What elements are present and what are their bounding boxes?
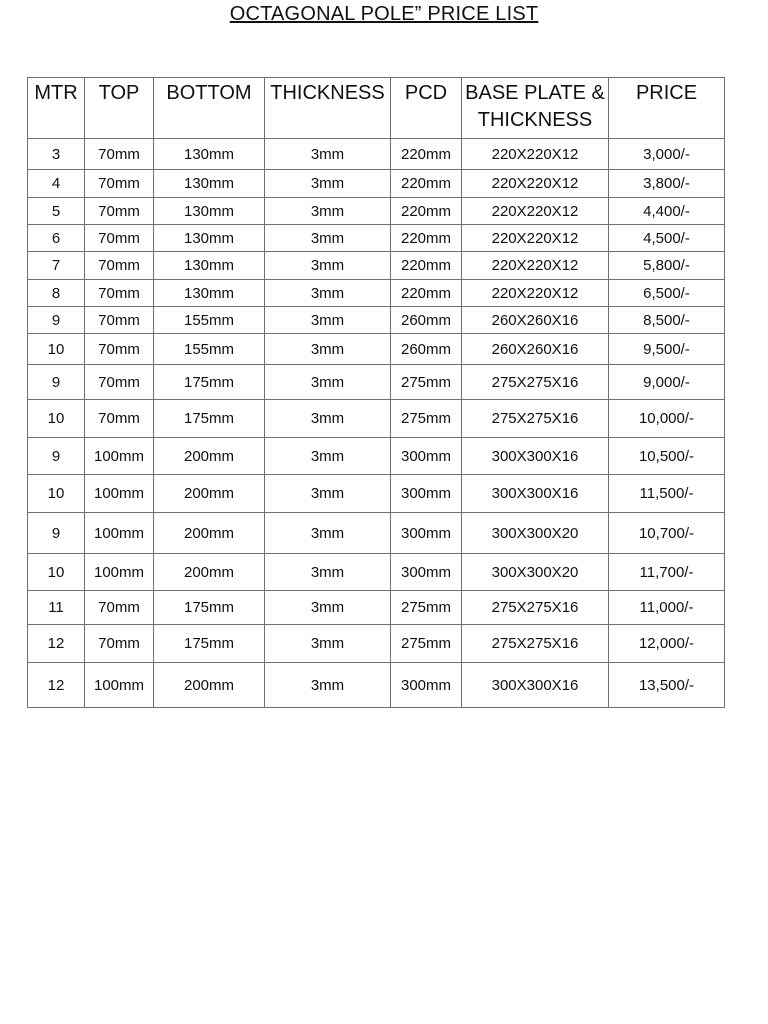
cell-pcd: 275mm xyxy=(391,400,462,438)
cell-base-plate: 260X260X16 xyxy=(462,307,609,334)
table-row xyxy=(28,334,725,365)
cell-top: 100mm xyxy=(85,663,154,708)
cell-bottom: 130mm xyxy=(154,139,265,170)
table-row xyxy=(28,591,725,625)
cell-top: 70mm xyxy=(85,591,154,625)
cell-price: 11,700/- xyxy=(609,554,725,591)
cell-price: 11,500/- xyxy=(609,475,725,513)
cell-base-plate: 220X220X12 xyxy=(462,252,609,280)
table-row xyxy=(28,554,725,591)
cell-pcd: 220mm xyxy=(391,280,462,307)
cell-pcd: 275mm xyxy=(391,625,462,663)
cell-pcd: 220mm xyxy=(391,225,462,252)
cell-price: 13,500/- xyxy=(609,663,725,708)
cell-top: 70mm xyxy=(85,365,154,400)
cell-base-plate: 300X300X20 xyxy=(462,513,609,554)
cell-base-plate: 300X300X16 xyxy=(462,438,609,475)
cell-thickness: 3mm xyxy=(265,225,391,252)
cell-bottom: 175mm xyxy=(154,365,265,400)
column-header-price: PRICE xyxy=(609,78,725,139)
cell-thickness: 3mm xyxy=(265,625,391,663)
cell-thickness: 3mm xyxy=(265,365,391,400)
cell-bottom: 130mm xyxy=(154,280,265,307)
cell-pcd: 220mm xyxy=(391,139,462,170)
cell-bottom: 200mm xyxy=(154,475,265,513)
table-row xyxy=(28,307,725,334)
cell-thickness: 3mm xyxy=(265,280,391,307)
cell-top: 70mm xyxy=(85,625,154,663)
column-header-thickness: THICKNESS xyxy=(265,78,391,139)
cell-thickness: 3mm xyxy=(265,513,391,554)
cell-top: 100mm xyxy=(85,438,154,475)
cell-mtr: 9 xyxy=(28,307,85,334)
cell-bottom: 200mm xyxy=(154,438,265,475)
cell-pcd: 300mm xyxy=(391,554,462,591)
table-row xyxy=(28,170,725,198)
cell-thickness: 3mm xyxy=(265,334,391,365)
cell-base-plate: 275X275X16 xyxy=(462,591,609,625)
cell-base-plate: 220X220X12 xyxy=(462,139,609,170)
cell-top: 70mm xyxy=(85,225,154,252)
table-row xyxy=(28,438,725,475)
cell-mtr: 6 xyxy=(28,225,85,252)
cell-pcd: 300mm xyxy=(391,475,462,513)
cell-thickness: 3mm xyxy=(265,307,391,334)
cell-mtr: 9 xyxy=(28,438,85,475)
column-header-mtr: MTR xyxy=(28,78,85,139)
cell-base-plate: 275X275X16 xyxy=(462,400,609,438)
cell-bottom: 155mm xyxy=(154,307,265,334)
cell-price: 11,000/- xyxy=(609,591,725,625)
cell-price: 10,500/- xyxy=(609,438,725,475)
price-table xyxy=(27,77,725,708)
cell-bottom: 155mm xyxy=(154,334,265,365)
table-row xyxy=(28,252,725,280)
table-row xyxy=(28,513,725,554)
cell-bottom: 175mm xyxy=(154,400,265,438)
cell-base-plate: 220X220X12 xyxy=(462,225,609,252)
cell-bottom: 130mm xyxy=(154,198,265,225)
cell-base-plate: 300X300X16 xyxy=(462,663,609,708)
cell-mtr: 5 xyxy=(28,198,85,225)
cell-price: 10,700/- xyxy=(609,513,725,554)
cell-mtr: 10 xyxy=(28,475,85,513)
table-row xyxy=(28,400,725,438)
table-row xyxy=(28,198,725,225)
cell-mtr: 9 xyxy=(28,365,85,400)
cell-pcd: 300mm xyxy=(391,513,462,554)
cell-mtr: 10 xyxy=(28,334,85,365)
cell-pcd: 275mm xyxy=(391,591,462,625)
cell-pcd: 300mm xyxy=(391,438,462,475)
cell-thickness: 3mm xyxy=(265,252,391,280)
cell-mtr: 12 xyxy=(28,625,85,663)
cell-pcd: 260mm xyxy=(391,307,462,334)
cell-top: 70mm xyxy=(85,170,154,198)
cell-base-plate: 260X260X16 xyxy=(462,334,609,365)
cell-bottom: 200mm xyxy=(154,554,265,591)
cell-base-plate: 300X300X20 xyxy=(462,554,609,591)
cell-mtr: 4 xyxy=(28,170,85,198)
cell-base-plate: 275X275X16 xyxy=(462,365,609,400)
table-row xyxy=(28,225,725,252)
cell-mtr: 9 xyxy=(28,513,85,554)
table-row xyxy=(28,139,725,170)
cell-price: 9,500/- xyxy=(609,334,725,365)
cell-bottom: 175mm xyxy=(154,591,265,625)
cell-bottom: 200mm xyxy=(154,663,265,708)
table-row xyxy=(28,663,725,708)
cell-base-plate: 220X220X12 xyxy=(462,170,609,198)
cell-pcd: 220mm xyxy=(391,198,462,225)
cell-thickness: 3mm xyxy=(265,198,391,225)
cell-price: 5,800/- xyxy=(609,252,725,280)
cell-mtr: 10 xyxy=(28,554,85,591)
table-body xyxy=(28,139,725,708)
cell-thickness: 3mm xyxy=(265,139,391,170)
cell-top: 70mm xyxy=(85,280,154,307)
cell-pcd: 220mm xyxy=(391,252,462,280)
cell-price: 3,000/- xyxy=(609,139,725,170)
cell-price: 8,500/- xyxy=(609,307,725,334)
column-header-base-plate: BASE PLATE & THICKNESS xyxy=(462,78,609,139)
cell-base-plate: 220X220X12 xyxy=(462,280,609,307)
table-header xyxy=(28,78,725,139)
cell-pcd: 300mm xyxy=(391,663,462,708)
cell-price: 4,500/- xyxy=(609,225,725,252)
cell-bottom: 175mm xyxy=(154,625,265,663)
header-row xyxy=(28,78,725,139)
cell-pcd: 220mm xyxy=(391,170,462,198)
cell-top: 100mm xyxy=(85,554,154,591)
cell-thickness: 3mm xyxy=(265,438,391,475)
page-title: OCTAGONAL POLE” PRICE LIST xyxy=(229,3,539,25)
cell-bottom: 130mm xyxy=(154,252,265,280)
cell-mtr: 8 xyxy=(28,280,85,307)
cell-base-plate: 275X275X16 xyxy=(462,625,609,663)
cell-base-plate: 300X300X16 xyxy=(462,475,609,513)
column-header-pcd: PCD xyxy=(391,78,462,139)
column-header-top: TOP xyxy=(85,78,154,139)
cell-price: 4,400/- xyxy=(609,198,725,225)
cell-top: 100mm xyxy=(85,475,154,513)
table-row xyxy=(28,475,725,513)
table-row xyxy=(28,625,725,663)
cell-price: 6,500/- xyxy=(609,280,725,307)
cell-top: 70mm xyxy=(85,334,154,365)
cell-base-plate: 220X220X12 xyxy=(462,198,609,225)
cell-top: 100mm xyxy=(85,513,154,554)
cell-thickness: 3mm xyxy=(265,554,391,591)
cell-pcd: 260mm xyxy=(391,334,462,365)
cell-bottom: 130mm xyxy=(154,225,265,252)
cell-thickness: 3mm xyxy=(265,663,391,708)
cell-thickness: 3mm xyxy=(265,475,391,513)
cell-price: 12,000/- xyxy=(609,625,725,663)
cell-top: 70mm xyxy=(85,139,154,170)
cell-top: 70mm xyxy=(85,252,154,280)
cell-thickness: 3mm xyxy=(265,591,391,625)
cell-thickness: 3mm xyxy=(265,170,391,198)
cell-bottom: 200mm xyxy=(154,513,265,554)
cell-pcd: 275mm xyxy=(391,365,462,400)
cell-price: 9,000/- xyxy=(609,365,725,400)
cell-thickness: 3mm xyxy=(265,400,391,438)
cell-mtr: 7 xyxy=(28,252,85,280)
cell-mtr: 12 xyxy=(28,663,85,708)
cell-price: 3,800/- xyxy=(609,170,725,198)
column-header-bottom: BOTTOM xyxy=(154,78,265,139)
cell-price: 10,000/- xyxy=(609,400,725,438)
table-row xyxy=(28,280,725,307)
cell-top: 70mm xyxy=(85,400,154,438)
cell-top: 70mm xyxy=(85,198,154,225)
cell-bottom: 130mm xyxy=(154,170,265,198)
cell-mtr: 11 xyxy=(28,591,85,625)
cell-mtr: 10 xyxy=(28,400,85,438)
table-row xyxy=(28,365,725,400)
cell-top: 70mm xyxy=(85,307,154,334)
cell-mtr: 3 xyxy=(28,139,85,170)
